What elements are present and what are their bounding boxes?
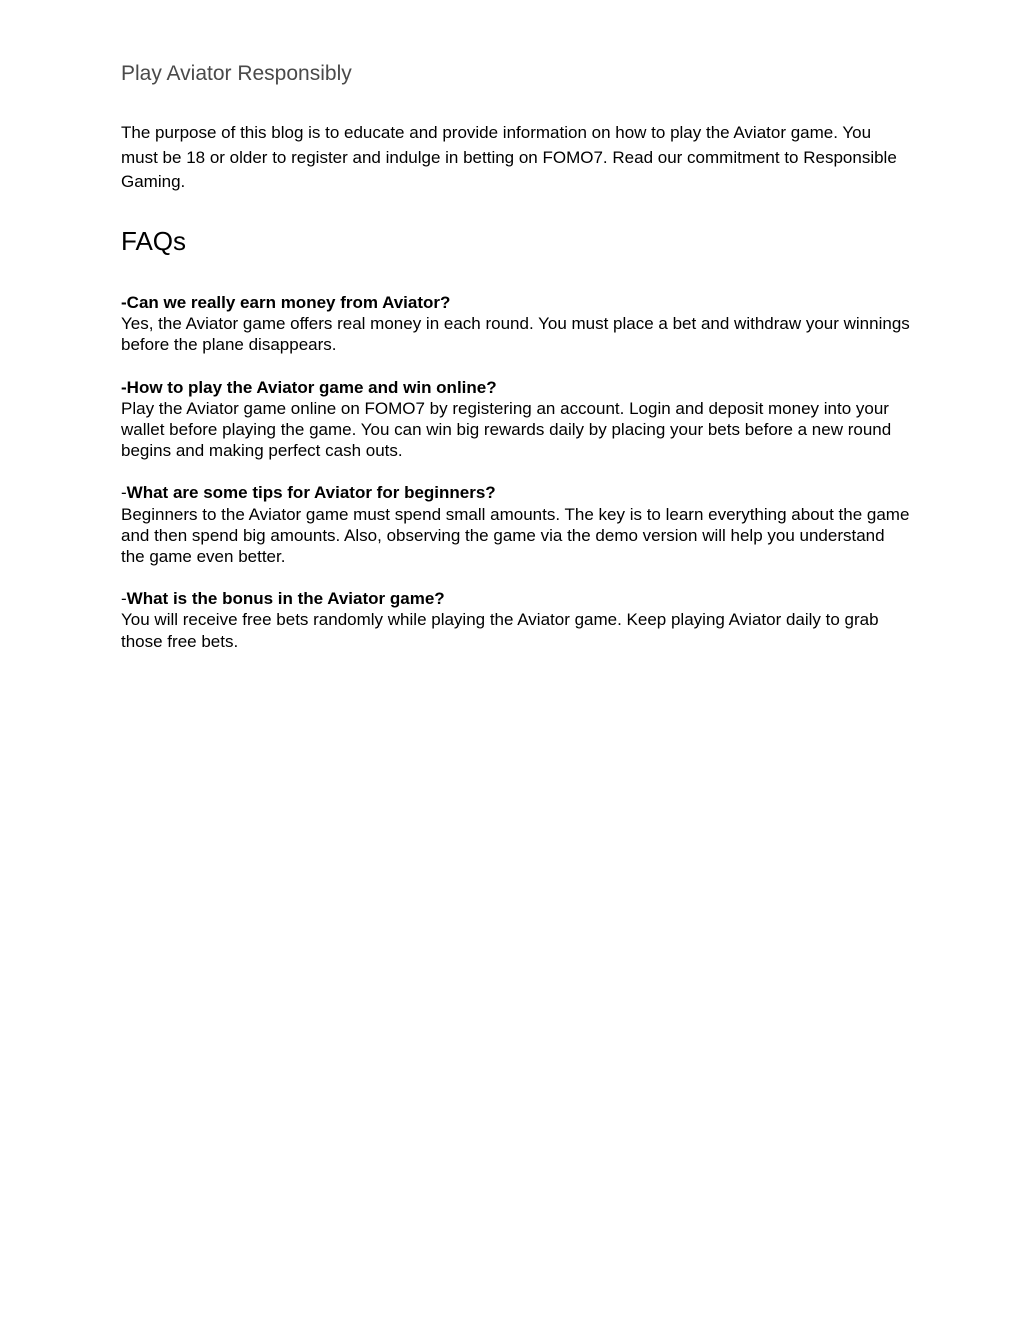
faq-dash: -: [121, 293, 127, 312]
faq-question-text: Can we really earn money from Aviator?: [126, 293, 451, 312]
faq-list: [121, 292, 911, 673]
faq-question-text: What is the bonus in the Aviator game?: [126, 589, 445, 609]
faq-answer: Beginners to the Aviator game must spend small amounts. The key is to learn everything about the game and then spend big amounts. Also, observing the game via the demo version will help you understand the game even better.: [121, 504, 910, 567]
intro-paragraph: The purpose of this blog is to educate and provide information on how to play the Aviator game. You must be 18 or older to register and indulge in betting on FOMO7. Read our commitment to Responsible Gaming.: [121, 123, 897, 191]
faq-item-how-to-play: [121, 377, 911, 462]
faq-item-beginner-tips: [121, 482, 911, 567]
faq-answer: Play the Aviator game online on FOMO7 by registering an account. Login and deposit money into your wallet before playing the game. You can win big rewards daily by placing your bets before a new round begins and making perfect cash outs.: [121, 398, 892, 461]
section-title: Play Aviator Responsibly: [121, 62, 352, 85]
faq-answer: Yes, the Aviator game offers real money in each round. You must place a bet and withdraw your winnings before the plane disappears.: [121, 314, 910, 355]
faq-question: [121, 588, 911, 609]
faq-heading: FAQs: [121, 226, 187, 256]
faq-question: [121, 482, 911, 503]
faq-item-bonus: [121, 588, 911, 652]
faq-question-text: How to play the Aviator game and win online?: [126, 377, 497, 397]
faq-question-text: What are some tips for Aviator for beginners?: [126, 483, 496, 503]
faq-item-earn-money: [121, 292, 911, 356]
faq-dash: -: [121, 589, 127, 609]
faq-question: [121, 377, 911, 398]
faq-dash: -: [121, 377, 127, 397]
faq-dash: -: [121, 483, 127, 503]
faq-answer: You will receive free bets randomly while playing the Aviator game. Keep playing Aviator daily to grab those free bets.: [121, 610, 879, 651]
faq-question: [121, 292, 911, 313]
